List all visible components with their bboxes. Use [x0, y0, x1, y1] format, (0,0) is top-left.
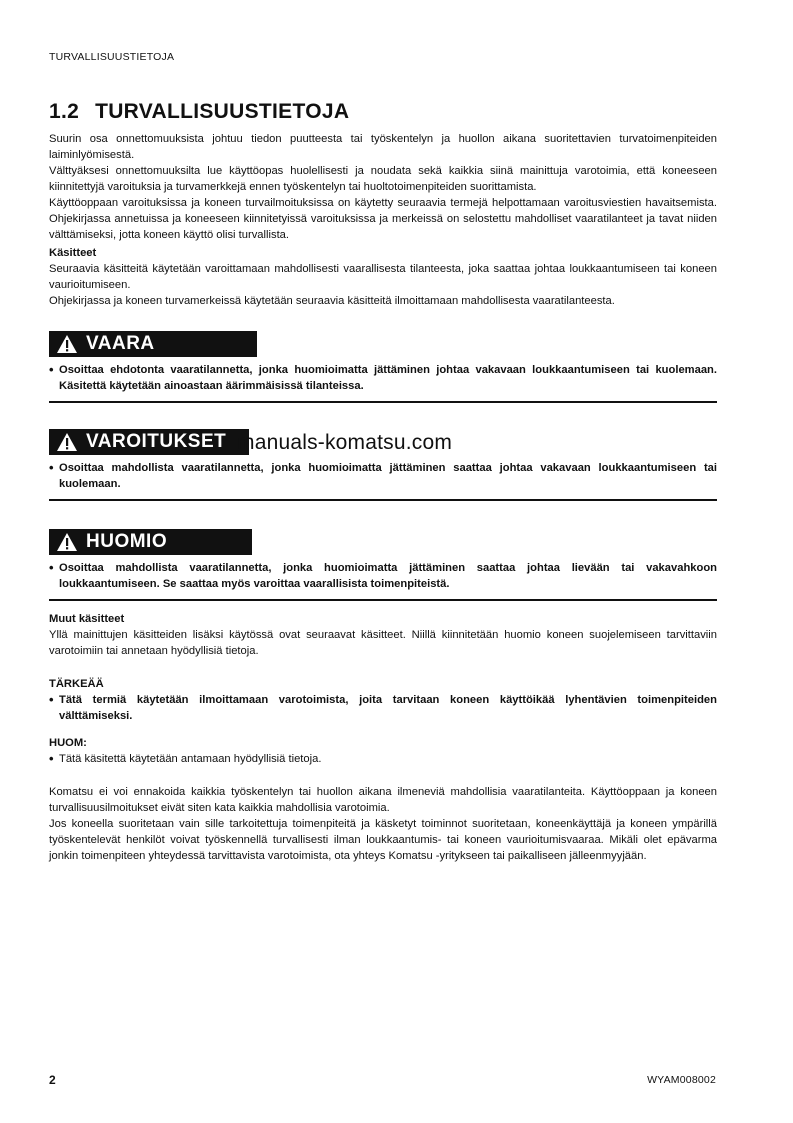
muut-heading: Muut käsitteet: [49, 613, 125, 625]
section-title-text: TURVALLISUUSTIETOJA: [95, 100, 350, 123]
huomio-label: [49, 529, 252, 555]
vaara-label: [49, 331, 257, 357]
watermark-text: manuals-komatsu.com: [237, 431, 453, 454]
tarkeaa-heading: TÄRKEÄÄ: [49, 678, 104, 690]
huomio-description: [49, 560, 717, 601]
closing-paragraph-2: Jos koneella suoritetaan vain sille tarkoitettuja toimenpiteitä ja käsketyt toiminnot suoritetaan, koneenkäyttäjä ja koneen ympärillä työskentelevät henkilöt voivat työskennellä turvallisesti ilman loukkaantumis- tai koneen vaurioitumisvaaraa. Mikäli olet epävarma jonkin toimenpiteen yhteydessä tarvittavista varotoimista, ota yhteys Komatsu -yritykseen tai paikalliseen jälleenmyyjään.: [49, 818, 717, 862]
section-number: 1.2: [49, 100, 80, 123]
warning-triangle-icon: [56, 432, 78, 452]
vaara-text: Osoittaa ehdotonta vaaratilannetta, jonka huomioimatta jättäminen johtaa vakavaan loukkaantumiseen tai kuolemaan. Käsitettä käytetään ainoastaan äärimmäisissä tilanteissa.: [59, 364, 717, 392]
section-title: [49, 100, 349, 124]
intro-paragraph-2: Välttyäksesi onnettomuuksilta lue käyttöopas huolellisesti ja noudata sekä kaikkia siinä mainittuja varotoimia, että koneeseen kiinnitettyjä varoituksia ja turvamerkkejä ennen työskentelyn tai huoltotoimenpiteiden suorittamista.: [49, 165, 717, 193]
huomio-text: Osoittaa mahdollista vaaratilannetta, jonka huomioimatta jättäminen saattaa johtaa lievään tai vakavahkoon loukkaantumiseen. Se saattaa myös varoittaa vaarallisista toimenpiteistä.: [59, 562, 717, 590]
intro-paragraph-1: Suurin osa onnettomuuksista johtuu tiedon puutteesta tai työskentelyn ja huollon aikana suoritettavien turvatoimenpiteiden laiminlyömisestä.: [49, 133, 717, 161]
tarkeaa-text: Tätä termiä käytetään ilmoittamaan varotoimista, joita tarvitaan koneen käyttöikää lyhentävien toimenpiteiden välttämiseksi.: [59, 694, 717, 722]
varoitukset-text: Osoittaa mahdollista vaaratilannetta, jonka huomioimatta jättäminen saattaa johtaa vakavaan loukkaantumiseen tai kuolemaan.: [59, 462, 717, 490]
huom-heading: HUOM:: [49, 737, 87, 749]
vaara-label-text: VAARA: [86, 333, 155, 354]
huom-text: Tätä käsitettä käytetään antamaan hyödyllisiä tietoja.: [59, 753, 322, 765]
bullet-dot: •: [49, 692, 54, 707]
bullet-dot: •: [49, 460, 54, 475]
varoitukset-label: [49, 429, 249, 455]
running-header: TURVALLISUUSTIETOJA: [49, 51, 175, 63]
bullet-dot: •: [49, 560, 54, 575]
huom-item: [49, 751, 717, 767]
document-code: WYAM008002: [647, 1074, 716, 1086]
warning-triangle-icon: [56, 532, 78, 552]
vaara-description: [49, 362, 717, 403]
intro-paragraph-3: Käyttöoppaan varoituksissa ja koneen turvailmoituksissa on käytetty seuraavia termejä helpottamaan varoitusviestien havaitsemista. Ohjekirjassa annetuissa ja koneeseen kiinnitetyissä varoituksissa ja merkeissä on selostettu mahdolliset vaaratilanteet ja tavat niiden välttämiseksi, jotta koneen käyttö olisi turvallista.: [49, 197, 717, 241]
kasitteet-paragraph-2: Ohjekirjassa ja koneen turvamerkeissä käytetään seuraavia käsitteitä ilmoittamaan mahdollisesta vaaratilanteesta.: [49, 295, 615, 307]
signal-huomio: [49, 529, 717, 601]
kasitteet-heading: Käsitteet: [49, 247, 97, 259]
closing-paragraph-1: Komatsu ei voi ennakoida kaikkia työskentelyn tai huollon aikana ilmeneviä mahdollisia vaaratilanteita. Käyttöoppaan ja koneen turvallisuusilmoitukset eivät siten kata kaikkia mahdollisia varotoimia.: [49, 786, 717, 814]
warning-triangle-icon: [56, 334, 78, 354]
huomio-label-text: HUOMIO: [86, 531, 168, 552]
bullet-dot: •: [49, 362, 54, 377]
varoitukset-description: [49, 460, 717, 501]
muut-paragraph: Yllä mainittujen käsitteiden lisäksi käytössä ovat seuraavat käsitteet. Niillä kiinnitetään huomio koneen suojelemiseen tarvittaviin varotoimiin tai annetaan hyödyllisiä tietoja.: [49, 629, 717, 657]
kasitteet-paragraph-1: Seuraavia käsitteitä käytetään varoittamaan mahdollisesti vaarallisesta tilanteesta, joka saattaa johtaa loukkaantumiseen tai koneen vaurioitumiseen.: [49, 263, 717, 291]
main-content: [49, 131, 717, 864]
tarkeaa-item: [49, 692, 717, 724]
bullet-dot: •: [49, 751, 54, 766]
signal-vaara: [49, 331, 717, 403]
varoitukset-label-text: VAROITUKSET: [86, 431, 227, 452]
page-number: 2: [49, 1073, 56, 1087]
